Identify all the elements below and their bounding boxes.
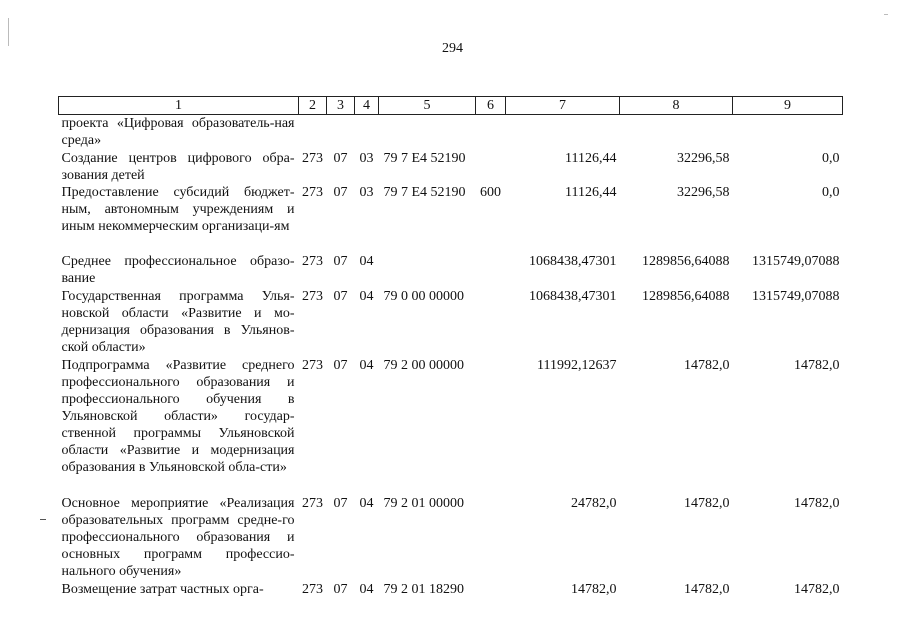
table-row <box>59 288 843 357</box>
header-col-2: 2 <box>299 97 327 115</box>
cell-section: 07 <box>333 357 348 373</box>
cell-amount-col7: 1068438,47301 <box>529 253 617 269</box>
header-col-3: 3 <box>327 97 355 115</box>
header-col-4: 4 <box>355 97 379 115</box>
cell-amount-col7: 111992,12637 <box>537 357 617 373</box>
cell-amount-col8: 14782,0 <box>684 357 730 373</box>
cell-amount-col9: 0,0 <box>822 150 840 166</box>
cell-amount-col9 <box>733 115 843 150</box>
table-row <box>59 495 843 581</box>
cell-section: 07 <box>333 184 348 200</box>
row-name: Среднее профессиональное образо-вание <box>61 253 295 286</box>
cell-target-article <box>379 253 476 288</box>
cell-section <box>327 115 355 150</box>
cell-amount-col9: 14782,0 <box>794 357 840 373</box>
cell-section: 07 <box>333 495 348 511</box>
cell-ministry: 273 <box>302 288 323 304</box>
cell-section: 07 <box>333 253 348 269</box>
cell-amount-col9: 1315749,07088 <box>752 253 840 269</box>
cell-ministry <box>299 115 327 150</box>
cell-amount-col9: 14782,0 <box>794 581 840 597</box>
cell-subsection: 04 <box>359 495 374 511</box>
cell-target-article: 79 2 01 00000 <box>383 495 464 511</box>
cell-amount-col7: 14782,0 <box>571 581 617 597</box>
cell-ministry: 273 <box>302 150 323 166</box>
cell-section: 07 <box>333 288 348 304</box>
cell-subsection: 04 <box>359 288 374 304</box>
table-row <box>59 581 843 601</box>
cell-subsection <box>355 115 379 150</box>
cell-ministry: 273 <box>302 253 323 269</box>
row-name: Возмещение затрат частных орга- <box>61 581 264 597</box>
cell-ministry: 273 <box>302 184 323 200</box>
budget-table <box>58 96 843 601</box>
cell-expense-type <box>476 288 506 357</box>
table-row <box>59 184 843 253</box>
cell-expense-type <box>476 495 506 581</box>
cell-section: 07 <box>333 150 348 166</box>
cell-ministry: 273 <box>302 581 323 597</box>
row-name: Предоставление субсидий бюджет-ным, автономным учреждениям и иным некоммерческим организаци-ям <box>61 184 295 234</box>
cell-amount-col8: 14782,0 <box>684 495 730 511</box>
cell-subsection: 04 <box>359 357 374 373</box>
cell-amount-col8: 32296,58 <box>677 184 730 200</box>
cell-target-article: 79 0 00 00000 <box>383 288 464 304</box>
cell-ministry: 273 <box>302 495 323 511</box>
cell-amount-col7: 11126,44 <box>565 184 617 200</box>
header-col-7: 7 <box>506 97 620 115</box>
cell-amount-col8: 1289856,64088 <box>642 253 730 269</box>
cell-subsection: 04 <box>359 253 374 269</box>
cell-target-article: 79 2 00 00000 <box>383 357 464 373</box>
table-row <box>59 357 843 495</box>
header-col-9: 9 <box>733 97 843 115</box>
cell-expense-type <box>476 150 506 184</box>
cell-expense-type <box>476 357 506 495</box>
cell-amount-col8: 14782,0 <box>684 581 730 597</box>
header-col-6: 6 <box>476 97 506 115</box>
cell-amount-col8: 1289856,64088 <box>642 288 730 304</box>
cell-section: 07 <box>333 581 348 597</box>
cell-ministry: 273 <box>302 357 323 373</box>
header-col-1: 1 <box>59 97 299 115</box>
table-row <box>59 115 843 150</box>
cell-amount-col7: 11126,44 <box>565 150 617 166</box>
table-row <box>59 150 843 184</box>
row-name: Государственная программа Улья-новской области «Развитие и мо-дернизация образования в Ульянов-ской области» <box>61 288 295 355</box>
cell-expense-type <box>476 253 506 288</box>
page-number: 294 <box>442 41 463 56</box>
cell-expense-type: 600 <box>480 184 501 200</box>
cell-expense-type <box>476 581 506 601</box>
cell-target-article <box>379 115 476 150</box>
cell-subsection: 03 <box>359 150 374 166</box>
cell-amount-col9: 1315749,07088 <box>752 288 840 304</box>
cell-amount-col8 <box>620 115 733 150</box>
row-name: Основное мероприятие «Реализация образовательных программ средне-го профессионального образования и основных программ профессио-нального обучения» <box>61 495 295 579</box>
cell-target-article: 79 7 E4 52190 <box>383 184 466 200</box>
header-col-5: 5 <box>379 97 476 115</box>
cell-target-article: 79 7 E4 52190 <box>383 150 466 166</box>
cell-amount-col7: 1068438,47301 <box>529 288 617 304</box>
row-name: проекта «Цифровая образователь-ная среда» <box>61 116 295 148</box>
cell-amount-col9: 14782,0 <box>794 495 840 511</box>
cell-target-article: 79 2 01 18290 <box>383 581 464 597</box>
cell-amount-col8: 32296,58 <box>677 150 730 166</box>
cell-subsection: 03 <box>359 184 374 200</box>
row-name: Подпрограмма «Развитие среднего профессионального образования и профессионального обучения в Ульяновской области» государ-ственной программы Ульяновской области «Развитие и модернизация образования в Ульяновской обла-сти» <box>61 357 295 475</box>
header-col-8: 8 <box>620 97 733 115</box>
cell-amount-col9: 0,0 <box>822 184 840 200</box>
cell-amount-col7: 24782,0 <box>571 495 617 511</box>
cell-amount-col7 <box>506 115 620 150</box>
cell-subsection: 04 <box>359 581 374 597</box>
table-row <box>59 253 843 288</box>
scan-edge-mark <box>40 519 46 520</box>
header-row <box>59 97 843 115</box>
row-name: Создание центров цифрового обра-зования детей <box>61 150 295 183</box>
cell-expense-type <box>476 115 506 150</box>
scan-edge-mark <box>884 14 888 15</box>
